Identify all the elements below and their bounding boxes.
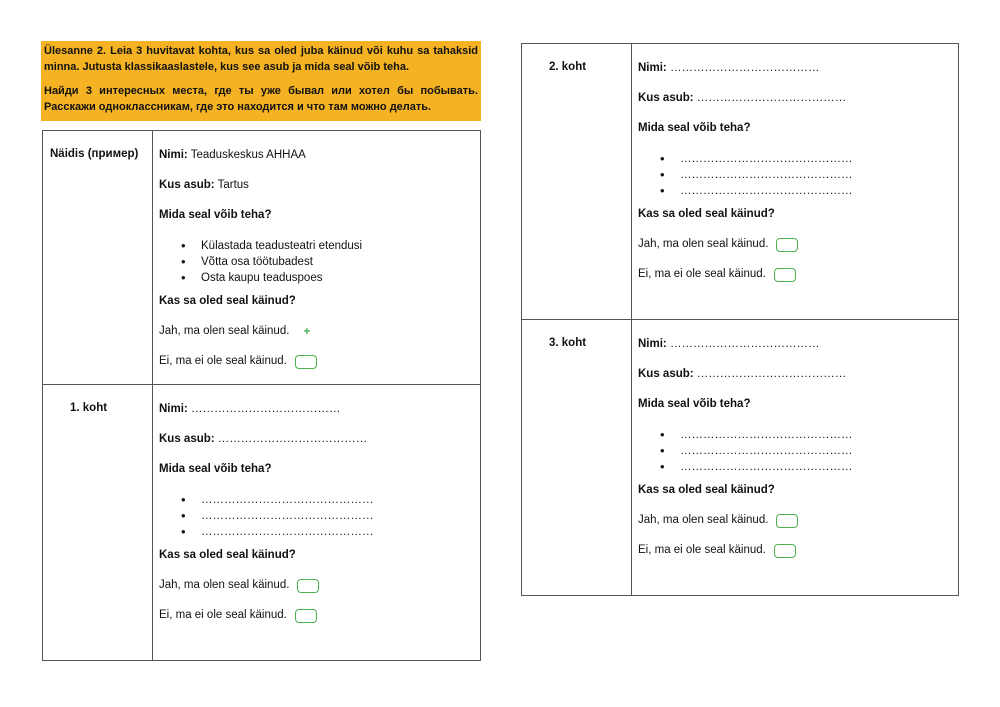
activity-item: • Osta kaupu teaduspoes xyxy=(201,270,480,286)
activity-blank[interactable]: • ……………………………………… xyxy=(680,443,958,459)
where-label: Kus asub: xyxy=(638,368,694,380)
place-label: 2. koht xyxy=(522,44,632,320)
where-blank[interactable]: ………………………………… xyxy=(696,92,847,104)
activity-blank[interactable]: • ……………………………………… xyxy=(680,427,958,443)
place-row-1 xyxy=(43,385,481,661)
yes-checkbox[interactable] xyxy=(776,238,798,252)
yes-checkbox[interactable] xyxy=(297,579,319,593)
activity-blank[interactable]: • ……………………………………… xyxy=(680,459,958,475)
what-label: Mida seal võib teha? xyxy=(159,463,272,475)
activity-item: • Võtta osa töötubadest xyxy=(201,254,480,270)
activity-blanks xyxy=(638,151,958,199)
place-row-2 xyxy=(522,44,959,320)
where-blank[interactable]: ………………………………… xyxy=(696,368,847,380)
yes-mark: + xyxy=(303,324,311,338)
yes-label: Jah, ma olen seal käinud. xyxy=(159,325,290,337)
no-label: Ei, ma ei ole seal käinud. xyxy=(159,355,287,367)
no-checkbox[interactable] xyxy=(295,609,317,623)
no-label: Ei, ma ei ole seal käinud. xyxy=(638,268,766,280)
what-label: Mida seal võib teha? xyxy=(638,398,751,410)
what-label: Mida seal võib teha? xyxy=(638,122,751,134)
example-form xyxy=(153,131,481,385)
place-row-3 xyxy=(522,320,959,596)
activity-blank[interactable]: • ……………………………………… xyxy=(201,508,480,524)
example-name: Teaduskeskus AHHAA xyxy=(190,149,306,161)
place-label: 1. koht xyxy=(43,385,153,661)
place-form xyxy=(632,44,959,320)
name-label: Nimi: xyxy=(159,149,188,161)
visited-question: Kas sa oled seal käinud? xyxy=(638,484,775,496)
example-where: Tartus xyxy=(217,179,249,191)
activity-blank[interactable]: • ……………………………………… xyxy=(680,151,958,167)
yes-checkbox[interactable] xyxy=(776,514,798,528)
visited-question: Kas sa oled seal käinud? xyxy=(159,549,296,561)
no-checkbox[interactable] xyxy=(774,544,796,558)
activity-blanks xyxy=(638,427,958,475)
name-blank[interactable]: ………………………………… xyxy=(190,403,341,415)
task-instructions xyxy=(41,41,481,121)
where-label: Kus asub: xyxy=(159,179,215,191)
yes-label: Jah, ma olen seal käinud. xyxy=(638,238,769,250)
task-text-russian: Найди 3 интересных места, где ты уже бывал или хотел бы побывать. Расскажи одноклассникам, где это находится и что там можно делать. xyxy=(44,85,478,113)
no-checkbox[interactable] xyxy=(774,268,796,282)
name-label: Nimi: xyxy=(159,403,188,415)
what-label: Mida seal võib teha? xyxy=(159,209,272,221)
where-label: Kus asub: xyxy=(638,92,694,104)
name-blank[interactable]: ………………………………… xyxy=(669,62,820,74)
right-table xyxy=(521,43,959,596)
place-form xyxy=(153,385,481,661)
where-label: Kus asub: xyxy=(159,433,215,445)
yes-label: Jah, ma olen seal käinud. xyxy=(159,579,290,591)
left-table xyxy=(42,130,481,661)
task-text-estonian: Ülesanne 2. Leia 3 huvitavat kohta, kus sa oled juba käinud või kuhu sa tahaksid minna. Jutusta klassikaaslastele, kus see asub ja mida seal võib teha. xyxy=(44,45,478,73)
activity-blank[interactable]: • ……………………………………… xyxy=(201,492,480,508)
example-activities xyxy=(159,238,480,286)
activity-blanks xyxy=(159,492,480,540)
activity-blank[interactable]: • ……………………………………… xyxy=(680,167,958,183)
place-label: 3. koht xyxy=(522,320,632,596)
example-row xyxy=(43,131,481,385)
place-form xyxy=(632,320,959,596)
no-label: Ei, ma ei ole seal käinud. xyxy=(638,544,766,556)
no-label: Ei, ma ei ole seal käinud. xyxy=(159,609,287,621)
yes-label: Jah, ma olen seal käinud. xyxy=(638,514,769,526)
visited-question: Kas sa oled seal käinud? xyxy=(638,208,775,220)
example-label: Näidis (пример) xyxy=(43,131,153,385)
activity-blank[interactable]: • ……………………………………… xyxy=(680,183,958,199)
name-blank[interactable]: ………………………………… xyxy=(669,338,820,350)
where-blank[interactable]: ………………………………… xyxy=(217,433,368,445)
no-checkbox[interactable] xyxy=(295,355,317,369)
activity-item: • Külastada teadusteatri etendusi xyxy=(201,238,480,254)
activity-blank[interactable]: • ……………………………………… xyxy=(201,524,480,540)
visited-question: Kas sa oled seal käinud? xyxy=(159,295,296,307)
name-label: Nimi: xyxy=(638,338,667,350)
name-label: Nimi: xyxy=(638,62,667,74)
